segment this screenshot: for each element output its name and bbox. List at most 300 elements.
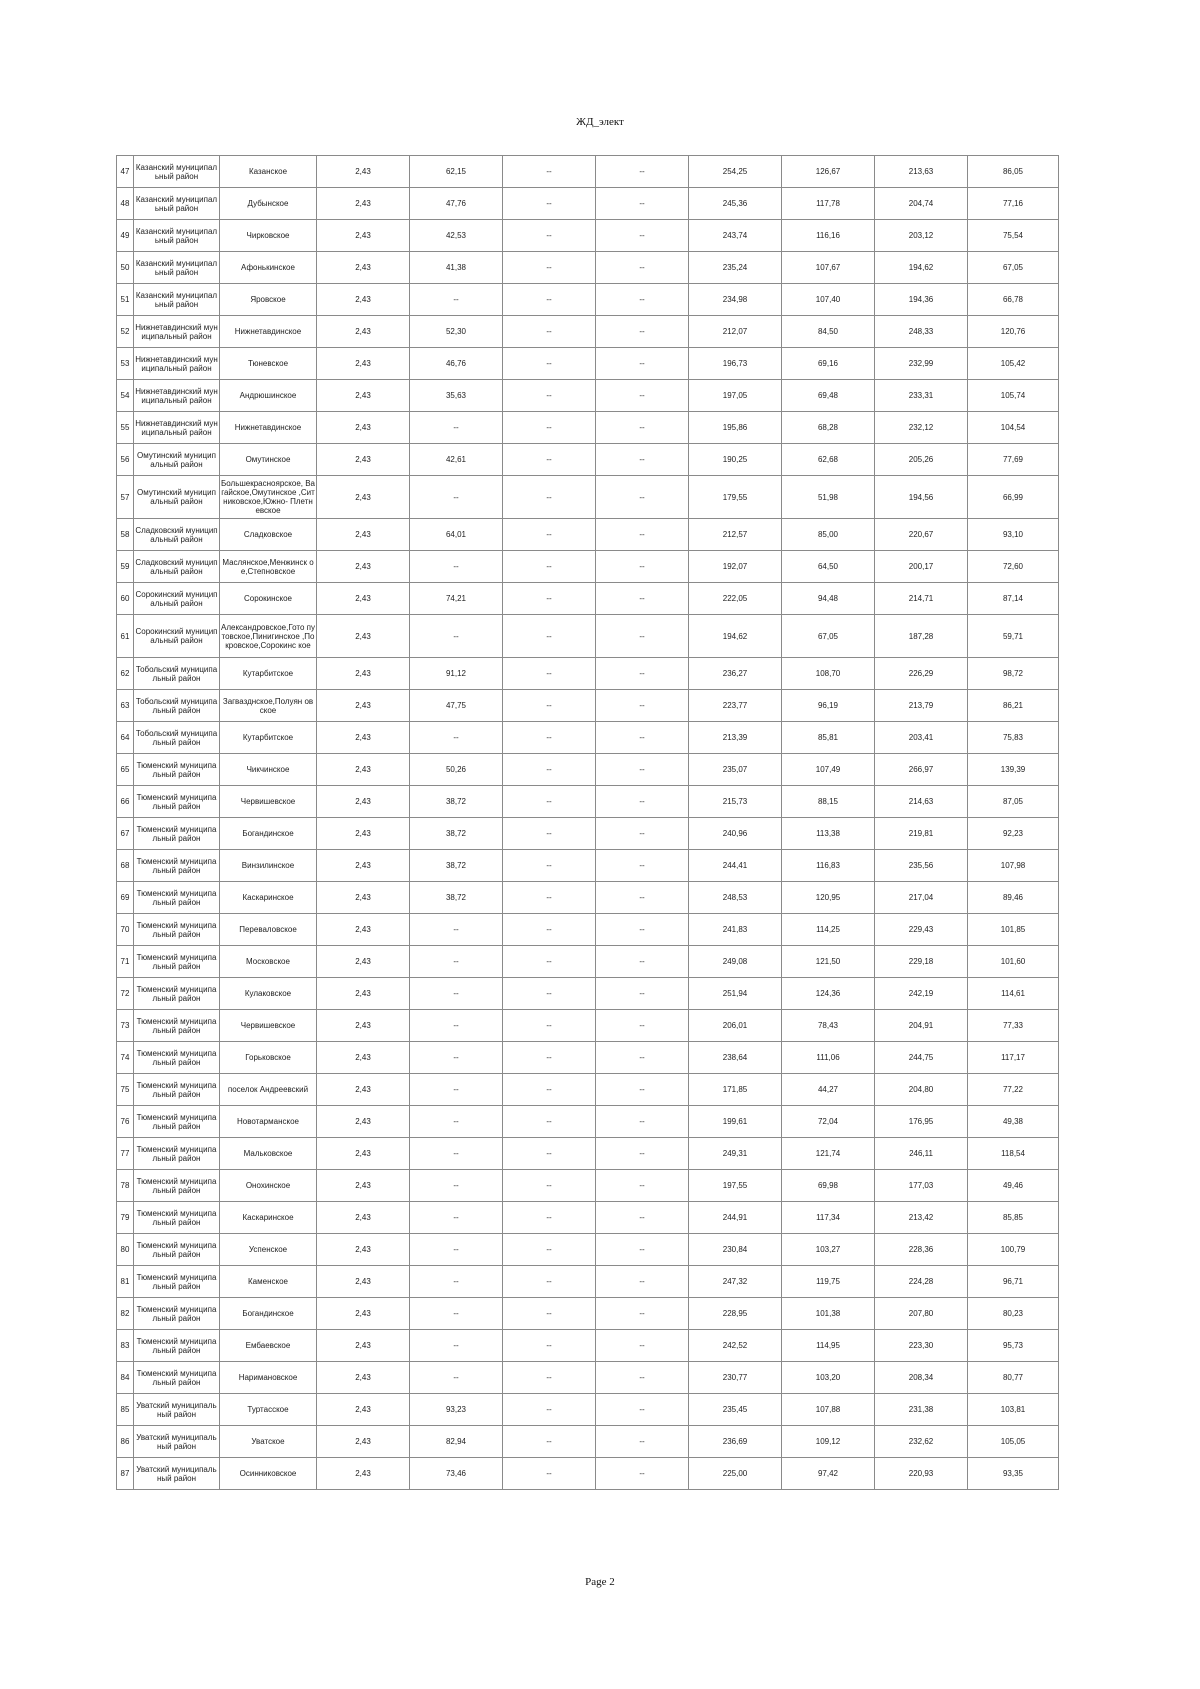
value-cell: 2,43 bbox=[317, 551, 410, 583]
value-cell: 73,46 bbox=[410, 1458, 503, 1490]
value-cell: 230,84 bbox=[689, 1234, 782, 1266]
value-cell: 2,43 bbox=[317, 188, 410, 220]
value-cell: -- bbox=[503, 786, 596, 818]
table-row bbox=[117, 1202, 1059, 1234]
value-cell: 41,38 bbox=[410, 252, 503, 284]
value-cell: 117,78 bbox=[782, 188, 875, 220]
value-cell: -- bbox=[410, 1170, 503, 1202]
value-cell: -- bbox=[503, 690, 596, 722]
settlement-cell: Винзилинское bbox=[220, 850, 317, 882]
value-cell: -- bbox=[503, 754, 596, 786]
value-cell: 38,72 bbox=[410, 818, 503, 850]
value-cell: 192,07 bbox=[689, 551, 782, 583]
value-cell: 2,43 bbox=[317, 284, 410, 316]
value-cell: 220,67 bbox=[875, 519, 968, 551]
settlement-cell: Нижнетавдинское bbox=[220, 412, 317, 444]
value-cell: 107,88 bbox=[782, 1394, 875, 1426]
table-row bbox=[117, 444, 1059, 476]
row-number: 68 bbox=[117, 850, 134, 882]
value-cell: 2,43 bbox=[317, 476, 410, 519]
district-cell: Тюменский муниципальный район bbox=[134, 1362, 220, 1394]
settlement-cell: Казанское bbox=[220, 156, 317, 188]
district-cell: Казанский муниципальный район bbox=[134, 188, 220, 220]
district-cell: Тюменский муниципальный район bbox=[134, 1074, 220, 1106]
value-cell: -- bbox=[410, 1266, 503, 1298]
table-row bbox=[117, 914, 1059, 946]
value-cell: 220,93 bbox=[875, 1458, 968, 1490]
table-row bbox=[117, 316, 1059, 348]
value-cell: 114,61 bbox=[968, 978, 1059, 1010]
value-cell: -- bbox=[503, 658, 596, 690]
table-row bbox=[117, 284, 1059, 316]
value-cell: 77,16 bbox=[968, 188, 1059, 220]
table-row bbox=[117, 754, 1059, 786]
row-number: 61 bbox=[117, 615, 134, 658]
value-cell: 2,43 bbox=[317, 658, 410, 690]
value-cell: -- bbox=[410, 722, 503, 754]
value-cell: 42,53 bbox=[410, 220, 503, 252]
value-cell: 248,53 bbox=[689, 882, 782, 914]
settlement-cell: Ембаевское bbox=[220, 1330, 317, 1362]
value-cell: -- bbox=[503, 1362, 596, 1394]
value-cell: 89,46 bbox=[968, 882, 1059, 914]
value-cell: 100,79 bbox=[968, 1234, 1059, 1266]
page-header: ЖД_элект bbox=[576, 116, 624, 128]
value-cell: 241,83 bbox=[689, 914, 782, 946]
settlement-cell: Сорокинское bbox=[220, 583, 317, 615]
value-cell: 103,81 bbox=[968, 1394, 1059, 1426]
table-row bbox=[117, 1074, 1059, 1106]
value-cell: 207,80 bbox=[875, 1298, 968, 1330]
value-cell: -- bbox=[503, 1394, 596, 1426]
value-cell: 228,95 bbox=[689, 1298, 782, 1330]
value-cell: -- bbox=[503, 252, 596, 284]
value-cell: 205,26 bbox=[875, 444, 968, 476]
table-row bbox=[117, 583, 1059, 615]
page-footer: Page 2 bbox=[585, 1576, 615, 1588]
value-cell: 2,43 bbox=[317, 316, 410, 348]
value-cell: 249,08 bbox=[689, 946, 782, 978]
settlement-cell: Маслянское,Менжинск ое,Степновское bbox=[220, 551, 317, 583]
table-row bbox=[117, 786, 1059, 818]
value-cell: 2,43 bbox=[317, 1170, 410, 1202]
settlement-cell: Кутарбитское bbox=[220, 658, 317, 690]
value-cell: -- bbox=[596, 583, 689, 615]
settlement-cell: Большекрасноярское, Вагайское,Омутинское ,Ситниковское,Южно- Плетневское bbox=[220, 476, 317, 519]
value-cell: -- bbox=[596, 850, 689, 882]
value-cell: 2,43 bbox=[317, 818, 410, 850]
value-cell: -- bbox=[596, 348, 689, 380]
value-cell: 85,00 bbox=[782, 519, 875, 551]
value-cell: -- bbox=[503, 722, 596, 754]
value-cell: -- bbox=[596, 658, 689, 690]
value-cell: 2,43 bbox=[317, 1298, 410, 1330]
value-cell: -- bbox=[596, 1010, 689, 1042]
value-cell: -- bbox=[503, 188, 596, 220]
value-cell: 217,04 bbox=[875, 882, 968, 914]
value-cell: 35,63 bbox=[410, 380, 503, 412]
value-cell: 235,45 bbox=[689, 1394, 782, 1426]
value-cell: -- bbox=[596, 1298, 689, 1330]
value-cell: 229,43 bbox=[875, 914, 968, 946]
value-cell: 2,43 bbox=[317, 1202, 410, 1234]
table-row bbox=[117, 882, 1059, 914]
value-cell: 120,76 bbox=[968, 316, 1059, 348]
value-cell: 240,96 bbox=[689, 818, 782, 850]
value-cell: -- bbox=[503, 818, 596, 850]
value-cell: 2,43 bbox=[317, 615, 410, 658]
row-number: 57 bbox=[117, 476, 134, 519]
table-row bbox=[117, 818, 1059, 850]
district-cell: Тюменский муниципальный район bbox=[134, 1202, 220, 1234]
value-cell: 116,16 bbox=[782, 220, 875, 252]
district-cell: Тюменский муниципальный район bbox=[134, 818, 220, 850]
value-cell: 179,55 bbox=[689, 476, 782, 519]
value-cell: -- bbox=[596, 1138, 689, 1170]
value-cell: 86,21 bbox=[968, 690, 1059, 722]
value-cell: 2,43 bbox=[317, 1074, 410, 1106]
value-cell: -- bbox=[410, 412, 503, 444]
value-cell: -- bbox=[503, 1330, 596, 1362]
value-cell: -- bbox=[596, 818, 689, 850]
value-cell: 77,33 bbox=[968, 1010, 1059, 1042]
value-cell: 92,23 bbox=[968, 818, 1059, 850]
value-cell: 85,85 bbox=[968, 1202, 1059, 1234]
settlement-cell: Московское bbox=[220, 946, 317, 978]
value-cell: 212,57 bbox=[689, 519, 782, 551]
district-cell: Сорокинский муниципальный район bbox=[134, 615, 220, 658]
value-cell: 2,43 bbox=[317, 1266, 410, 1298]
value-cell: -- bbox=[410, 1202, 503, 1234]
row-number: 83 bbox=[117, 1330, 134, 1362]
value-cell: 197,05 bbox=[689, 380, 782, 412]
value-cell: 236,69 bbox=[689, 1426, 782, 1458]
table-row bbox=[117, 690, 1059, 722]
value-cell: -- bbox=[410, 914, 503, 946]
value-cell: -- bbox=[596, 1170, 689, 1202]
table-row bbox=[117, 1106, 1059, 1138]
value-cell: 101,85 bbox=[968, 914, 1059, 946]
value-cell: 194,56 bbox=[875, 476, 968, 519]
value-cell: -- bbox=[596, 519, 689, 551]
value-cell: -- bbox=[503, 615, 596, 658]
value-cell: 194,36 bbox=[875, 284, 968, 316]
settlement-cell: Яровское bbox=[220, 284, 317, 316]
value-cell: 251,94 bbox=[689, 978, 782, 1010]
value-cell: 117,34 bbox=[782, 1202, 875, 1234]
value-cell: -- bbox=[596, 754, 689, 786]
value-cell: 2,43 bbox=[317, 1458, 410, 1490]
value-cell: 101,60 bbox=[968, 946, 1059, 978]
value-cell: -- bbox=[410, 1362, 503, 1394]
value-cell: -- bbox=[410, 1138, 503, 1170]
table-row bbox=[117, 156, 1059, 188]
district-cell: Тюменский муниципальный район bbox=[134, 978, 220, 1010]
value-cell: 234,98 bbox=[689, 284, 782, 316]
value-cell: 91,12 bbox=[410, 658, 503, 690]
value-cell: 2,43 bbox=[317, 252, 410, 284]
value-cell: 229,18 bbox=[875, 946, 968, 978]
value-cell: 232,99 bbox=[875, 348, 968, 380]
value-cell: 236,27 bbox=[689, 658, 782, 690]
value-cell: 244,41 bbox=[689, 850, 782, 882]
value-cell: 69,98 bbox=[782, 1170, 875, 1202]
value-cell: 101,38 bbox=[782, 1298, 875, 1330]
value-cell: -- bbox=[503, 444, 596, 476]
value-cell: 119,75 bbox=[782, 1266, 875, 1298]
value-cell: 213,79 bbox=[875, 690, 968, 722]
row-number: 84 bbox=[117, 1362, 134, 1394]
value-cell: -- bbox=[503, 882, 596, 914]
value-cell: -- bbox=[596, 444, 689, 476]
district-cell: Тюменский муниципальный район bbox=[134, 786, 220, 818]
value-cell: -- bbox=[503, 1202, 596, 1234]
value-cell: 187,28 bbox=[875, 615, 968, 658]
district-cell: Сорокинский муниципальный район bbox=[134, 583, 220, 615]
district-cell: Тюменский муниципальный район bbox=[134, 1138, 220, 1170]
value-cell: -- bbox=[596, 978, 689, 1010]
table-row bbox=[117, 220, 1059, 252]
value-cell: 230,77 bbox=[689, 1362, 782, 1394]
value-cell: -- bbox=[503, 978, 596, 1010]
value-cell: 103,27 bbox=[782, 1234, 875, 1266]
value-cell: 2,43 bbox=[317, 1394, 410, 1426]
value-cell: -- bbox=[596, 220, 689, 252]
value-cell: 214,63 bbox=[875, 786, 968, 818]
table-row bbox=[117, 380, 1059, 412]
value-cell: -- bbox=[596, 882, 689, 914]
table-row bbox=[117, 252, 1059, 284]
table-row bbox=[117, 348, 1059, 380]
value-cell: -- bbox=[410, 1042, 503, 1074]
row-number: 56 bbox=[117, 444, 134, 476]
district-cell: Нижнетавдинский муниципальный район bbox=[134, 412, 220, 444]
district-cell: Нижнетавдинский муниципальный район bbox=[134, 380, 220, 412]
row-number: 71 bbox=[117, 946, 134, 978]
settlement-cell: Червишевское bbox=[220, 1010, 317, 1042]
settlement-cell: Кутарбитское bbox=[220, 722, 317, 754]
district-cell: Тюменский муниципальный район bbox=[134, 946, 220, 978]
value-cell: 116,83 bbox=[782, 850, 875, 882]
value-cell: 2,43 bbox=[317, 444, 410, 476]
district-cell: Тюменский муниципальный район bbox=[134, 850, 220, 882]
value-cell: -- bbox=[596, 1330, 689, 1362]
value-cell: 105,05 bbox=[968, 1426, 1059, 1458]
table-row bbox=[117, 978, 1059, 1010]
row-number: 48 bbox=[117, 188, 134, 220]
value-cell: 242,52 bbox=[689, 1330, 782, 1362]
table-row bbox=[117, 519, 1059, 551]
value-cell: 95,73 bbox=[968, 1330, 1059, 1362]
row-number: 85 bbox=[117, 1394, 134, 1426]
value-cell: 77,69 bbox=[968, 444, 1059, 476]
district-cell: Казанский муниципальный район bbox=[134, 284, 220, 316]
row-number: 81 bbox=[117, 1266, 134, 1298]
value-cell: 69,16 bbox=[782, 348, 875, 380]
row-number: 72 bbox=[117, 978, 134, 1010]
value-cell: 114,95 bbox=[782, 1330, 875, 1362]
value-cell: -- bbox=[410, 615, 503, 658]
value-cell: 2,43 bbox=[317, 754, 410, 786]
value-cell: 2,43 bbox=[317, 1426, 410, 1458]
value-cell: 74,21 bbox=[410, 583, 503, 615]
value-cell: 212,07 bbox=[689, 316, 782, 348]
value-cell: 107,67 bbox=[782, 252, 875, 284]
value-cell: 75,83 bbox=[968, 722, 1059, 754]
table-row bbox=[117, 1042, 1059, 1074]
settlement-cell: Кулаковское bbox=[220, 978, 317, 1010]
value-cell: 2,43 bbox=[317, 156, 410, 188]
row-number: 60 bbox=[117, 583, 134, 615]
value-cell: 2,43 bbox=[317, 1234, 410, 1266]
value-cell: 2,43 bbox=[317, 583, 410, 615]
row-number: 78 bbox=[117, 1170, 134, 1202]
row-number: 76 bbox=[117, 1106, 134, 1138]
row-number: 50 bbox=[117, 252, 134, 284]
value-cell: 195,86 bbox=[689, 412, 782, 444]
value-cell: 117,17 bbox=[968, 1042, 1059, 1074]
table-row bbox=[117, 1330, 1059, 1362]
value-cell: -- bbox=[410, 978, 503, 1010]
settlement-cell: Каскаринское bbox=[220, 882, 317, 914]
value-cell: 44,27 bbox=[782, 1074, 875, 1106]
row-number: 49 bbox=[117, 220, 134, 252]
district-cell: Тюменский муниципальный район bbox=[134, 1042, 220, 1074]
value-cell: -- bbox=[503, 1426, 596, 1458]
value-cell: 38,72 bbox=[410, 786, 503, 818]
district-cell: Омутинский муниципальный район bbox=[134, 476, 220, 519]
value-cell: 2,43 bbox=[317, 978, 410, 1010]
value-cell: -- bbox=[596, 1234, 689, 1266]
row-number: 74 bbox=[117, 1042, 134, 1074]
table-row bbox=[117, 615, 1059, 658]
value-cell: -- bbox=[596, 1202, 689, 1234]
district-cell: Тюменский муниципальный район bbox=[134, 1106, 220, 1138]
value-cell: -- bbox=[503, 412, 596, 444]
value-cell: 50,26 bbox=[410, 754, 503, 786]
row-number: 79 bbox=[117, 1202, 134, 1234]
district-cell: Тюменский муниципальный район bbox=[134, 1170, 220, 1202]
value-cell: -- bbox=[503, 1106, 596, 1138]
value-cell: -- bbox=[503, 476, 596, 519]
settlement-cell: Уватское bbox=[220, 1426, 317, 1458]
table-row bbox=[117, 188, 1059, 220]
value-cell: 96,19 bbox=[782, 690, 875, 722]
value-cell: -- bbox=[410, 1010, 503, 1042]
value-cell: -- bbox=[596, 316, 689, 348]
value-cell: 62,15 bbox=[410, 156, 503, 188]
value-cell: 67,05 bbox=[782, 615, 875, 658]
value-cell: -- bbox=[596, 1074, 689, 1106]
row-number: 77 bbox=[117, 1138, 134, 1170]
value-cell: -- bbox=[410, 1234, 503, 1266]
value-cell: 49,46 bbox=[968, 1170, 1059, 1202]
value-cell: 121,74 bbox=[782, 1138, 875, 1170]
value-cell: 208,34 bbox=[875, 1362, 968, 1394]
value-cell: 69,48 bbox=[782, 380, 875, 412]
district-cell: Уватский муниципальный район bbox=[134, 1426, 220, 1458]
value-cell: 38,72 bbox=[410, 882, 503, 914]
table-row bbox=[117, 1362, 1059, 1394]
value-cell: 238,64 bbox=[689, 1042, 782, 1074]
value-cell: 248,33 bbox=[875, 316, 968, 348]
value-cell: 190,25 bbox=[689, 444, 782, 476]
value-cell: 2,43 bbox=[317, 946, 410, 978]
value-cell: 66,78 bbox=[968, 284, 1059, 316]
value-cell: -- bbox=[503, 583, 596, 615]
table-row bbox=[117, 412, 1059, 444]
value-cell: 213,63 bbox=[875, 156, 968, 188]
value-cell: 80,77 bbox=[968, 1362, 1059, 1394]
value-cell: -- bbox=[596, 1458, 689, 1490]
row-number: 64 bbox=[117, 722, 134, 754]
value-cell: 196,73 bbox=[689, 348, 782, 380]
value-cell: 96,71 bbox=[968, 1266, 1059, 1298]
value-cell: 98,72 bbox=[968, 658, 1059, 690]
value-cell: 103,20 bbox=[782, 1362, 875, 1394]
value-cell: 93,10 bbox=[968, 519, 1059, 551]
value-cell: 247,32 bbox=[689, 1266, 782, 1298]
value-cell: -- bbox=[503, 1138, 596, 1170]
value-cell: 86,05 bbox=[968, 156, 1059, 188]
table-row bbox=[117, 1298, 1059, 1330]
value-cell: -- bbox=[596, 1394, 689, 1426]
district-cell: Тюменский муниципальный район bbox=[134, 1234, 220, 1266]
table-row bbox=[117, 1394, 1059, 1426]
row-number: 73 bbox=[117, 1010, 134, 1042]
settlement-cell: Омутинское bbox=[220, 444, 317, 476]
row-number: 75 bbox=[117, 1074, 134, 1106]
data-table bbox=[116, 155, 1059, 1490]
value-cell: 204,80 bbox=[875, 1074, 968, 1106]
value-cell: 199,61 bbox=[689, 1106, 782, 1138]
district-cell: Сладковский муниципальный район bbox=[134, 519, 220, 551]
value-cell: 225,00 bbox=[689, 1458, 782, 1490]
value-cell: 231,38 bbox=[875, 1394, 968, 1426]
value-cell: 2,43 bbox=[317, 850, 410, 882]
district-cell: Сладковский муниципальный район bbox=[134, 551, 220, 583]
value-cell: 213,42 bbox=[875, 1202, 968, 1234]
value-cell: 104,54 bbox=[968, 412, 1059, 444]
value-cell: 93,23 bbox=[410, 1394, 503, 1426]
value-cell: 2,43 bbox=[317, 220, 410, 252]
settlement-cell: Успенское bbox=[220, 1234, 317, 1266]
value-cell: 2,43 bbox=[317, 786, 410, 818]
value-cell: 107,98 bbox=[968, 850, 1059, 882]
value-cell: -- bbox=[410, 1298, 503, 1330]
value-cell: 171,85 bbox=[689, 1074, 782, 1106]
value-cell: 2,43 bbox=[317, 1106, 410, 1138]
value-cell: 97,42 bbox=[782, 1458, 875, 1490]
value-cell: 233,31 bbox=[875, 380, 968, 412]
value-cell: 2,43 bbox=[317, 348, 410, 380]
value-cell: 2,43 bbox=[317, 882, 410, 914]
value-cell: -- bbox=[596, 284, 689, 316]
value-cell: 235,07 bbox=[689, 754, 782, 786]
value-cell: 228,36 bbox=[875, 1234, 968, 1266]
settlement-cell: Сладковское bbox=[220, 519, 317, 551]
settlement-cell: Тюневское bbox=[220, 348, 317, 380]
value-cell: -- bbox=[410, 284, 503, 316]
value-cell: 139,39 bbox=[968, 754, 1059, 786]
row-number: 63 bbox=[117, 690, 134, 722]
settlement-cell: Богандинское bbox=[220, 818, 317, 850]
table-row bbox=[117, 1266, 1059, 1298]
value-cell: 47,75 bbox=[410, 690, 503, 722]
value-cell: 49,38 bbox=[968, 1106, 1059, 1138]
value-cell: -- bbox=[503, 1234, 596, 1266]
row-number: 47 bbox=[117, 156, 134, 188]
